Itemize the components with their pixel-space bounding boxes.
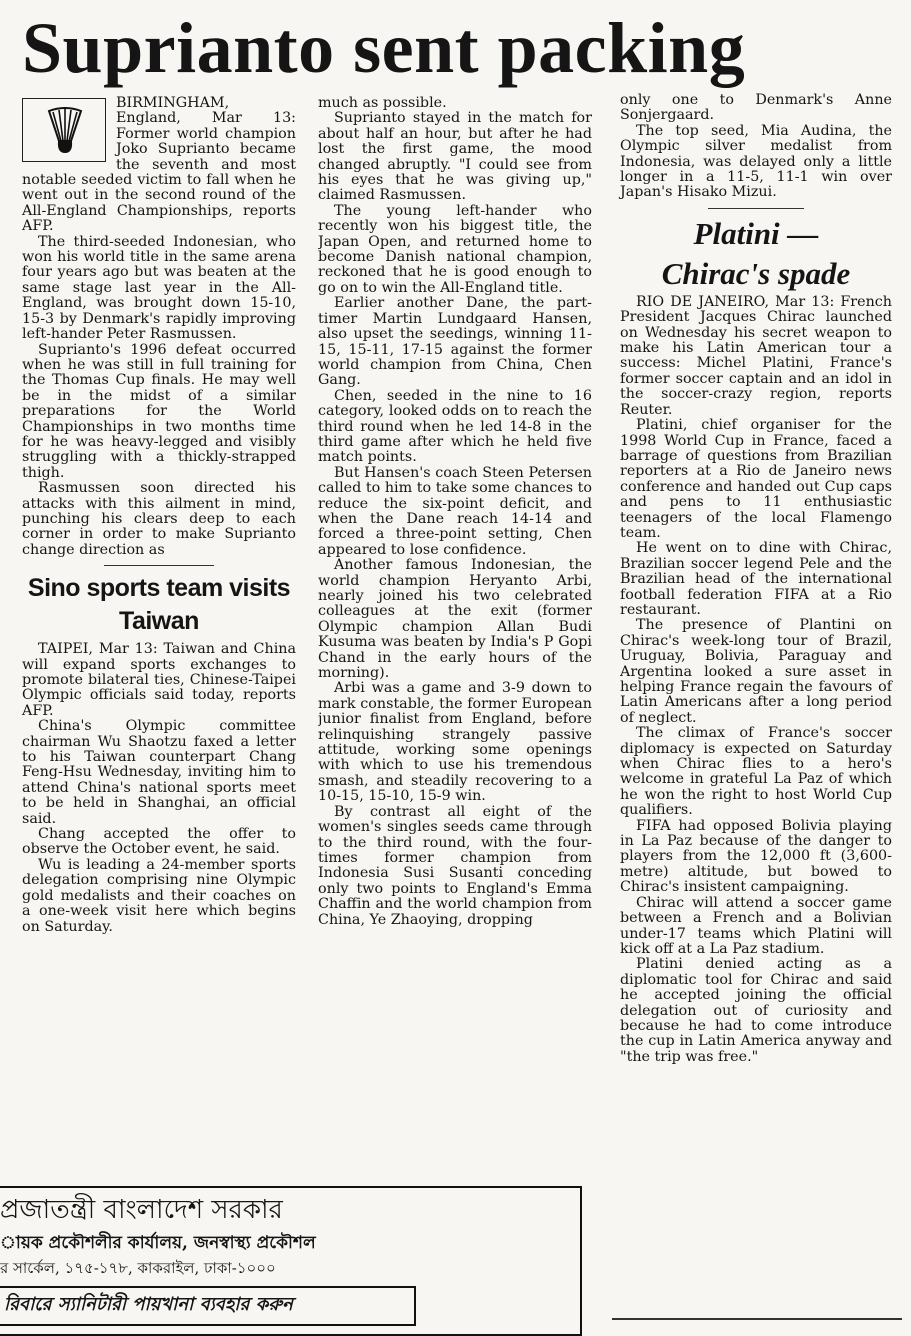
article-paragraph: Chen, seeded in the nine to 16 category, looked odds on to reach the third round when he led 14-8 in the third game after which he held five match points. xyxy=(318,387,592,466)
article-paragraph: RIO DE JANEIRO, Mar 13: French President Jacques Chirac launched on Wednesday his secret weapon to make his Latin American tour a success: Michel Platini, France's former soccer captain and an idol in the soccer-crazy region, reports Reuter. xyxy=(620,293,892,418)
article-paragraph: Platini, chief organiser for the 1998 World Cup in France, faced a barrage of questions from Brazilian reporters at a Rio de Janeiro news conference and handed out Cup caps and pens to 11 enthusiastic teenagers of the local Flamengo team. xyxy=(620,417,892,541)
article-paragraph: Rasmussen soon directed his attacks with this ailment in mind, punching his clears deep to each corner in order to make Suprianto change direction as xyxy=(22,480,296,558)
article-paragraph: The top seed, Mia Audina, the Olympic silver medalist from Indonesia, was delayed only a little longer in a 11-5, 11-1 win over Japan's Hisako Mizui. xyxy=(620,122,892,201)
ad-title: প্রজাতন্ত্রী বাংলাদেশ সরকার xyxy=(0,1195,283,1225)
ad-address: র সার্কেল, ১৭৫-১৭৮, কাকরাইল, ঢাকা-১০০০ xyxy=(0,1259,276,1277)
column-1 xyxy=(22,96,296,935)
article-paragraph: The young left-hander who recently won his biggest title, the Japan Open, and returned home to become Danish national champion, reckoned that he is good enough to go on to win the All-England title. xyxy=(318,202,592,296)
taiwan-headline: Sino sports team visits Taiwan xyxy=(27,574,291,636)
ad-slogan: রিবারে স্যানিটারী পায়খানা ব্যবহার করুন xyxy=(0,1286,416,1326)
article-paragraph: He went on to dine with Chirac, Brazilian soccer legend Pele and the Brazilian head of the international football federation FIFA at a Rio restaurant. xyxy=(620,540,892,618)
platini-headline-line-1: Platini — xyxy=(693,215,819,251)
article-paragraph: The climax of France's soccer diplomacy is expected on Saturday when Chirac flies to a hero's welcome in grateful La Paz of which he won the right to host World Cup qualifiers. xyxy=(620,725,892,819)
article-paragraph: Wu is leading a 24-member sports delegation comprising nine Olympic gold medalists and their coaches on a one-week visit here which begins on Saturday. xyxy=(22,856,296,935)
article-paragraph: Platini denied acting as a diplomatic tool for Chirac and said he accepted joining the official delegation out of curiosity and because he had to come introduce the cup in Latin America anyway and "the trip was free." xyxy=(620,956,892,1065)
article-paragraph: BIRMINGHAM, England, Mar 13: Former world champion Joko Suprianto became the seventh and most notable seeded victim to fall when he went out in the second round of the All-England Championships, reports AFP. xyxy=(22,95,296,235)
article-paragraph: Chang accepted the offer to observe the October event, he said. xyxy=(22,826,296,858)
section-divider xyxy=(104,565,214,566)
article-paragraph: TAIPEI, Mar 13: Taiwan and China will expand sports exchanges to promote bilateral ties, Chinese-Taipei Olympic officials said today, reports AFP. xyxy=(22,641,296,719)
platini-headline-line-2: Chirac's spade xyxy=(661,255,851,291)
article-paragraph: much as possible. xyxy=(318,96,447,111)
article-paragraph: China's Olympic committee chairman Wu Shaotzu faxed a letter to his Taiwan counterpart Chang Feng-Hsu Wednesday, inviting him to attend China's national sports meet to be held in Shanghai, an official said. xyxy=(22,718,296,827)
article-paragraph: The third-seeded Indonesian, who won his world title in the same arena four years ago but was beaten at the same stage last year in the All-England, was brought down 15-10, 15-3 by Denmark's rapidly improving left-hander Peter Rasmussen. xyxy=(22,233,296,343)
article-paragraph: FIFA had opposed Bolivia playing in La Paz because of the danger to players from the 12,000 ft (3,600-metre) altitude, but bowed to Chirac's insistent campaigning. xyxy=(620,817,892,896)
article-paragraph: Another famous Indonesian, the world champion Heryanto Arbi, nearly joined his two celebrated colleagues at the exit (former Olympic champion Allan Budi Kusuma was beaten by India's P Gopi Chand in the early hours of the morning). xyxy=(318,557,592,682)
article-paragraph: Earlier another Dane, the part-timer Martin Lundgaard Hansen, also upset the seedings, winning 11-15, 15-11, 17-15 against the former world champion from China, Chen Gang. xyxy=(318,295,592,389)
government-advertisement xyxy=(0,1186,582,1336)
article-paragraph: Suprianto stayed in the match for about half an hour, but after he had lost the first game, the mood changed abruptly. "I could see from his eyes that he was giving up," claimed Rasmussen. xyxy=(318,110,592,204)
column-2 xyxy=(318,96,592,1171)
article-paragraph: By contrast all eight of the women's singles seeds came through to the third round, with the four-times former champion from Indonesia Susi Susanti conceding only two points to England's Emma Chaffin and the world champion from China, Ye Zhaoying, dropping xyxy=(318,803,592,928)
ad-office: ায়ক প্রকৌশলীর কার্যালয়, জনস্বাস্থ্য প্রকৌশল xyxy=(0,1233,316,1253)
bottom-rule xyxy=(612,1318,902,1320)
article-paragraph: But Hansen's coach Steen Petersen called to him to take some chances to reduce the six-point deficit, and when the Dane reach 14-14 and forced a three-point setting, Chen appeared to lose confidence. xyxy=(318,464,592,558)
article-paragraph: Suprianto's 1996 defeat occurred when he was still in full training for the Thomas Cup finals. He may well be in the midst of a similar preparations for the World Championships in two months time for he was heavy-legged and visibly struggling with a thickly-strapped thigh. xyxy=(22,341,296,481)
article-paragraph: Chirac will attend a soccer game between a French and a Bolivian under-17 teams which Platini will kick off at a La Paz stadium. xyxy=(620,894,892,957)
column-3 xyxy=(620,93,892,1065)
shuttlecock-icon xyxy=(22,98,106,162)
article-paragraph: only one to Denmark's Anne Sonjergaard. xyxy=(620,92,892,124)
section-divider xyxy=(708,208,804,209)
article-paragraph: The presence of Plantini on Chirac's week-long tour of Brazil, Uruguay, Bolivia, Paraguay and Argentina looked a sure asset in helping France regain the favours of Latin Americans after a long period of neglect. xyxy=(620,617,892,726)
article-paragraph: Arbi was a game and 3-9 down to mark constable, the former European junior finalist from England, before relinquishing strangely passive attitude, working some openings with which to use his tremendous smash, and steadily recovering to a 10-15, 15-10, 15-9 win. xyxy=(318,680,592,805)
headline: Suprianto sent packing xyxy=(22,8,746,88)
